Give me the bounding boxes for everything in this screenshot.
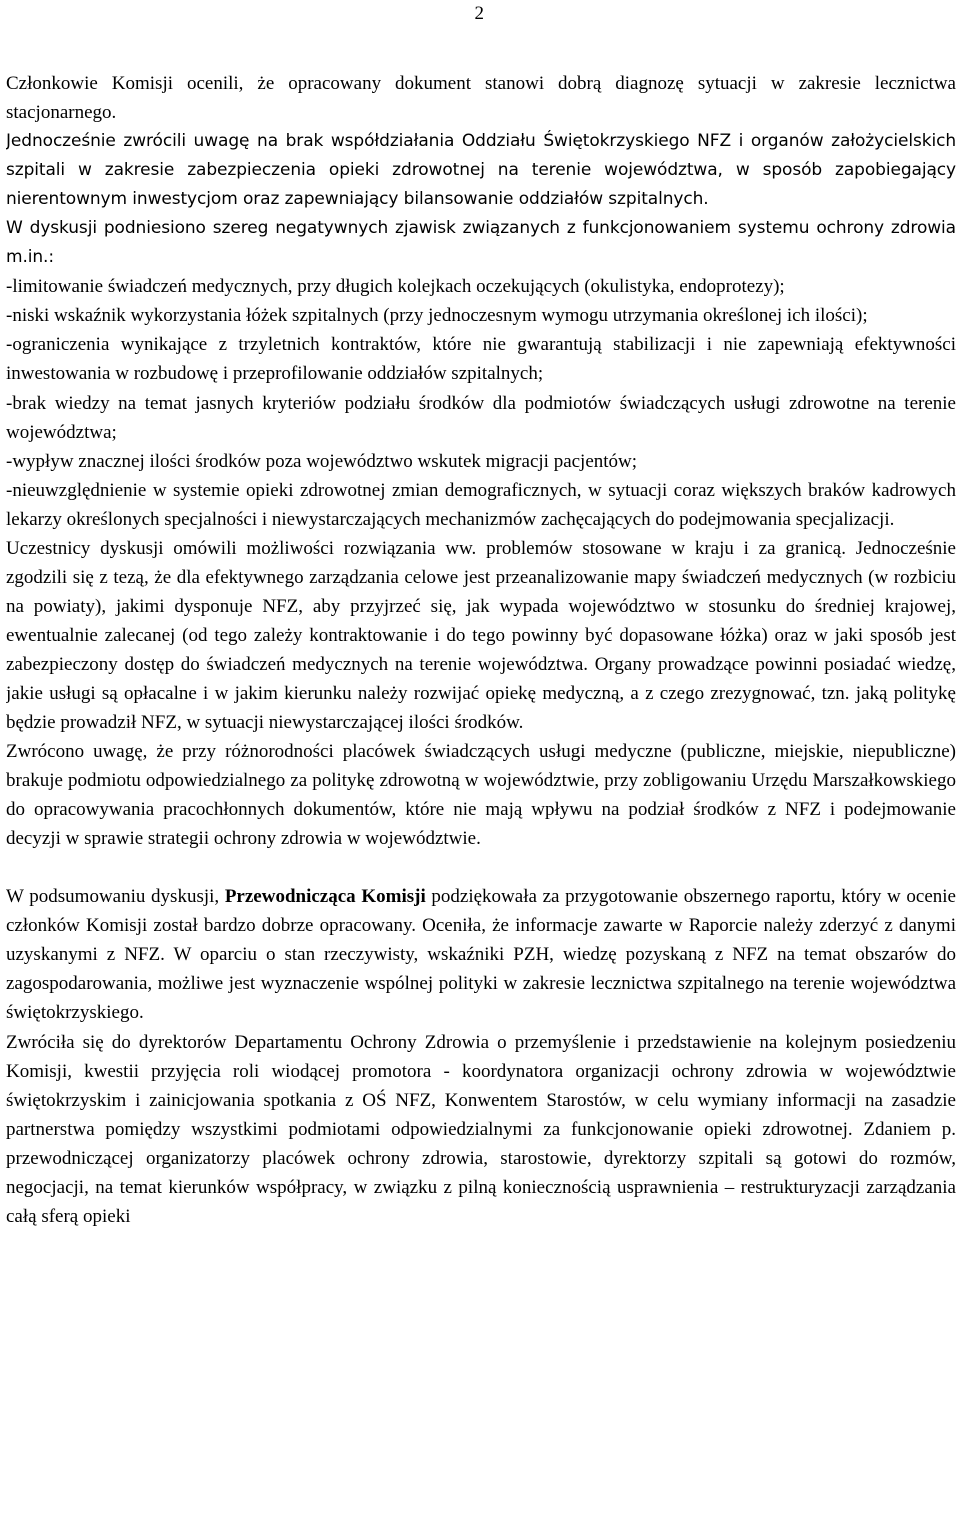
list-item-contracts: -ograniczenia wynikające z trzyletnich kontraktów, które nie gwarantują stabilizacji i nie zapewniają efektywności inwestowania w rozbudowę i przeprofilowanie oddziałów szpitalnych;: [6, 334, 956, 385]
paragraph-responsibility: Zwrócono uwagę, że przy różnorodności placówek świadczących usługi medyczne (publiczne, miejskie, niepubliczne) brakuje podmiotu odpowiedzialnego za politykę zdrowotną w województwie, przy zobligowaniu Urzędu Marszałkowskiego do opracowywania pracochłonnych dokumentów, które nie mają wpływu na podział środków z NFZ i podejmowanie decyzji w sprawie strategii ochrony zdrowia w województwie.: [6, 741, 956, 850]
paragraph-solutions: Uczestnicy dyskusji omówili możliwości rozwiązania ww. problemów stosowane w kraju i za granicą. Jednocześnie zgodzili się z tezą, że dla efektywnego zarządzania celowe jest przeanalizowanie mapy świadczeń medycznych (w rozbiciu na powiaty), jakimi dysponuje NFZ, aby przyjrzeć się, jak wypada województwo w stosunku do średniej krajowej, ewentualnie zalecanej (od tego zależy kontraktowanie i do tego powinny być dopasowane łóżka) oraz w jaki sposób jest zabezpieczony dostęp do świadczeń medycznych na terenie województwa. Organy prowadzące powinni posiadać wiedzę, jakie usługi są opłacalne i w jakim kierunku należy rozwijać opiekę medyczną, a z czego zrezygnować, tzn. jaką politykę będzie prowadził NFZ, w sytuacji niewystarczającej ilości środków.: [6, 537, 956, 734]
paragraph-cooperation: Jednocześnie zwrócili uwagę na brak współdziałania Oddziału Świętokrzyskiego NFZ i organów założycielskich szpitali w zakresie zabezpieczenia opieki zdrowotnej na terenie województwa, w sposób zapobiegający nierentownym inwestycjom oraz zapewniający bilansowanie oddziałów szpitalnych.: [6, 131, 956, 210]
list-item-beds: -niski wskaźnik wykorzystania łóżek szpitalnych (przy jednoczesnym wymogu utrzymania określonej ich ilości);: [6, 305, 868, 327]
page-number: 2: [474, 3, 484, 24]
summary-text: podziękowała za przygotowanie obszernego raportu, który w ocenie członków Komisji został bardzo dobrze opracowany. Oceniła, że informacje zawarte w Raporcie należy zderzyć z danymi uzyskanymi z NFZ. W oparciu o stan rzeczywisty, wskaźniki PZH, wiedzę pozyskaną z NFZ na temat obszarów do zagospodarowania, możliwe jest wyznaczenie wspólnej polityki w zakresie lecznictwa szpitalnego na terenie województwa świętokrzyskiego.: [6, 886, 956, 1024]
paragraph-assessment: Członkowie Komisji ocenili, że opracowany dokument stanowi dobrą diagnozę sytuacji w zakresie lecznictwa stacjonarnego.: [6, 73, 956, 124]
paragraph-gap: [6, 853, 956, 882]
list-item-criteria: -brak wiedzy na temat jasnych kryteriów podziału środków dla podmiotów świadczących usługi zdrowotne na terenie województwa;: [6, 392, 956, 443]
list-item-limits: -limitowanie świadczeń medycznych, przy długich kolejkach oczekujących (okulistyka, endoprotezy);: [6, 276, 785, 298]
list-item-migration: -wypływ znacznej ilości środków poza województwo wskutek migracji pacjentów;: [6, 450, 638, 472]
paragraph-discussion: W dyskusji podniesiono szereg negatywnych zjawisk związanych z funkcjonowaniem systemu ochrony zdrowia m.in.:: [6, 218, 956, 268]
document-body: [6, 69, 956, 1231]
document-page: [6, 0, 956, 1521]
paragraph-summary: [6, 882, 956, 1027]
paragraph-closing: Zwróciła się do dyrektorów Departamentu Ochrony Zdrowia o przemyślenie i przedstawienie na kolejnym posiedzeniu Komisji, kwestii przyjęcia roli wiodącej promotora - koordynatora organizacji ochrony zdrowia w województwie świętokrzyskim i zainicjowania spotkania z OŚ NFZ, Konwentem Starostów, w celu wymiany informacji na zasadzie partnerstwa pomiędzy wszystkimi podmiotami odpowiedzialnymi za funkcjonowanie opieki zdrowotnej. Zdaniem p. przewodniczącej organizatorzy placówek ochrony zdrowia, starostowie, dyrektorzy szpitali są gotowi do rozmów, negocjacji, na temat kierunków współpracy, w związku z pilną koniecznością usprawnienia – restrukturyzacji zarządzania całą sferą opieki: [6, 1031, 956, 1227]
summary-intro: W podsumowaniu dyskusji,: [6, 886, 225, 908]
list-item-demography: -nieuwzględnienie w systemie opieki zdrowotnej zmian demograficznych, w sytuacji coraz większych braków kadrowych lekarzy określonych specjalności i niewystarczających mechanizmów zachęcających do podejmowania specjalizacji.: [6, 479, 956, 530]
summary-chair: Przewodnicząca Komisji: [224, 886, 426, 908]
